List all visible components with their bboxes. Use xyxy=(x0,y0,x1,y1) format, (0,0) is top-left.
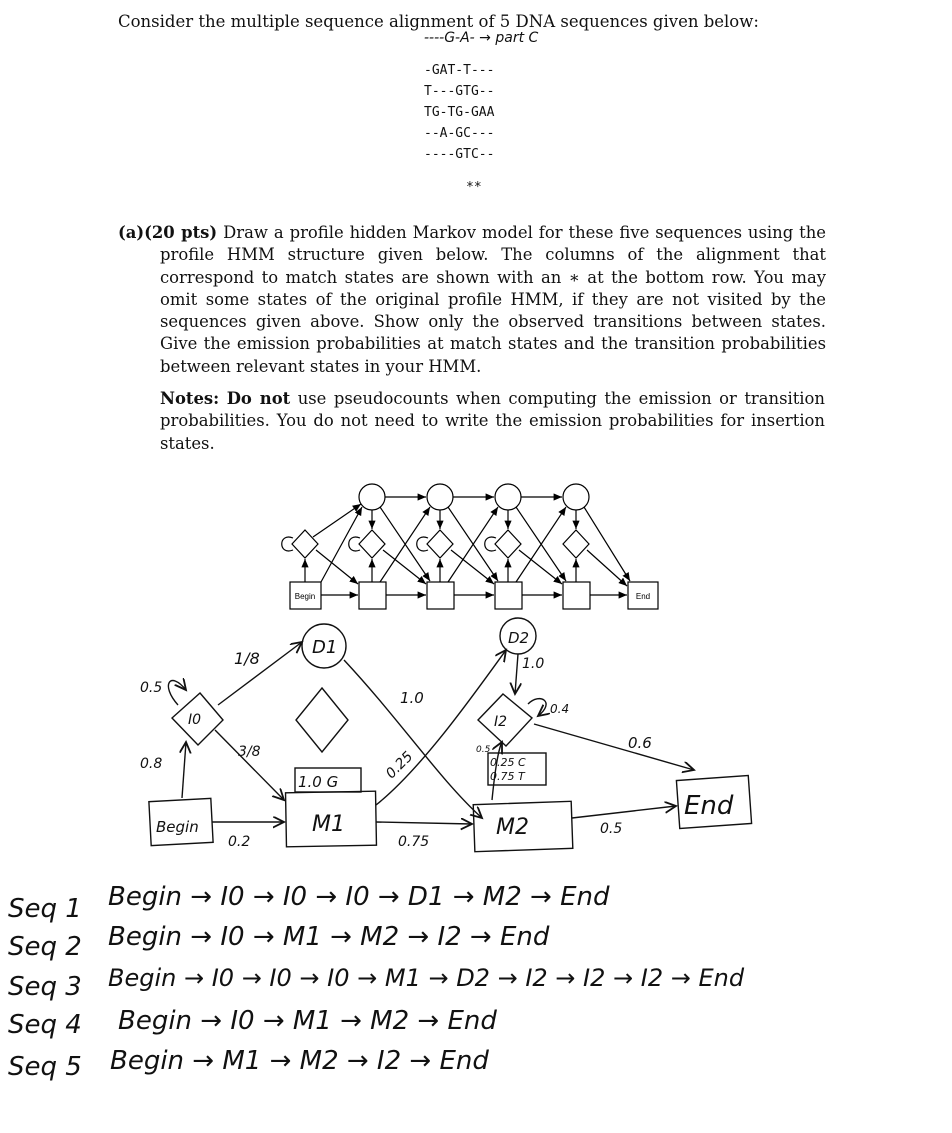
notes-label: Notes: xyxy=(160,389,220,408)
hw-p-m2-i2: 0.5 xyxy=(476,745,491,755)
alignment-row-3: TG-TG-GAA xyxy=(424,105,495,120)
hw-d2-label: D2 xyxy=(508,629,530,647)
alignment-row-2: T---GTG-- xyxy=(424,84,495,99)
hw-p-i0-d1: 1/8 xyxy=(234,649,260,668)
hw-end-label: End xyxy=(684,791,734,821)
hw-m1-emission: 1.0 G xyxy=(298,773,339,791)
seq-1-label: Seq 1 xyxy=(8,894,82,924)
hmm-end-label: End xyxy=(635,592,651,601)
seq-1-path: Begin → I0 → I0 → I0 → D1 → M2 → End xyxy=(108,882,610,912)
hw-p-i2-end: 0.6 xyxy=(628,734,652,752)
alignment-row-5: ----GTC-- xyxy=(424,147,495,162)
intro-text: Consider the multiple sequence alignment of 5 DNA sequences given below: xyxy=(118,12,759,31)
hw-m2-label: M2 xyxy=(496,815,529,840)
part-a-text: Draw a profile hidden Markov model for these five sequences using the profile HMM structure given below. The columns of the alignment that correspond to match states are shown with an ∗ at the bottom row. You may omit some states of the original profile HMM, if they are not visited by the sequences given above. Show only the observed transitions between states. Give the emission probabilities at match states and the transition probabilities between relevant states in your HMM. xyxy=(160,223,826,376)
hw-p-i2-self: 0.4 xyxy=(550,702,570,716)
hw-i2-label: I2 xyxy=(494,714,508,730)
seq-2-path: Begin → I0 → M1 → M2 → I2 → End xyxy=(108,922,550,952)
part-c-annotation: ----G-A- → part C xyxy=(424,30,539,46)
seq-5-label: Seq 5 xyxy=(8,1052,82,1082)
alignment-row-4: --A-GC--- xyxy=(424,126,495,141)
hw-i0-label: I0 xyxy=(188,712,202,728)
part-a-label: (a)(20 pts) xyxy=(118,223,218,242)
alignment-row-1: -GAT-T--- xyxy=(424,63,495,78)
sequence-paths xyxy=(0,860,952,1100)
notes-do-not: Do not xyxy=(226,389,291,408)
hw-m2-emission-c: 0.25 C xyxy=(490,756,526,769)
hmm-begin-label: Begin xyxy=(294,592,316,601)
seq-3-path: Begin → I0 → I0 → I0 → M1 → D2 → I2 → I2 → I2 → End xyxy=(108,964,745,992)
hw-i1-diamond xyxy=(296,688,348,752)
hw-p-m1-m2: 0.75 xyxy=(398,834,430,850)
hw-p-begin-i0: 0.8 xyxy=(140,756,163,772)
hw-begin-label: Begin xyxy=(156,818,199,836)
seq-4-label: Seq 4 xyxy=(8,1010,82,1040)
hw-m2-emission-t: 0.75 T xyxy=(490,770,525,783)
match-column-marker: ** xyxy=(466,180,482,195)
hw-p-d2-i2: 1.0 xyxy=(522,656,545,672)
hw-p-i0-m1: 3/8 xyxy=(238,744,261,760)
seq-3-label: Seq 3 xyxy=(8,972,82,1002)
hw-d1-label: D1 xyxy=(312,637,338,658)
hw-p-m2-end: 0.5 xyxy=(600,821,623,837)
seq-2-label: Seq 2 xyxy=(8,932,82,962)
notes-text: use pseudocounts when computing the emission or transition probabilities. You do not need to write the emission probabilities for insertion states. xyxy=(160,389,825,453)
hw-p-i0-self: 0.5 xyxy=(140,680,163,696)
hw-p-begin-m1: 0.2 xyxy=(228,834,251,850)
seq-5-path: Begin → M1 → M2 → I2 → End xyxy=(110,1046,489,1076)
hw-p-m1-d2: 0.25 xyxy=(382,748,417,783)
hw-p-d1-m2: 1.0 xyxy=(400,689,424,707)
hw-m1-label: M1 xyxy=(312,812,345,837)
seq-4-path: Begin → I0 → M1 → M2 → End xyxy=(118,1006,497,1036)
